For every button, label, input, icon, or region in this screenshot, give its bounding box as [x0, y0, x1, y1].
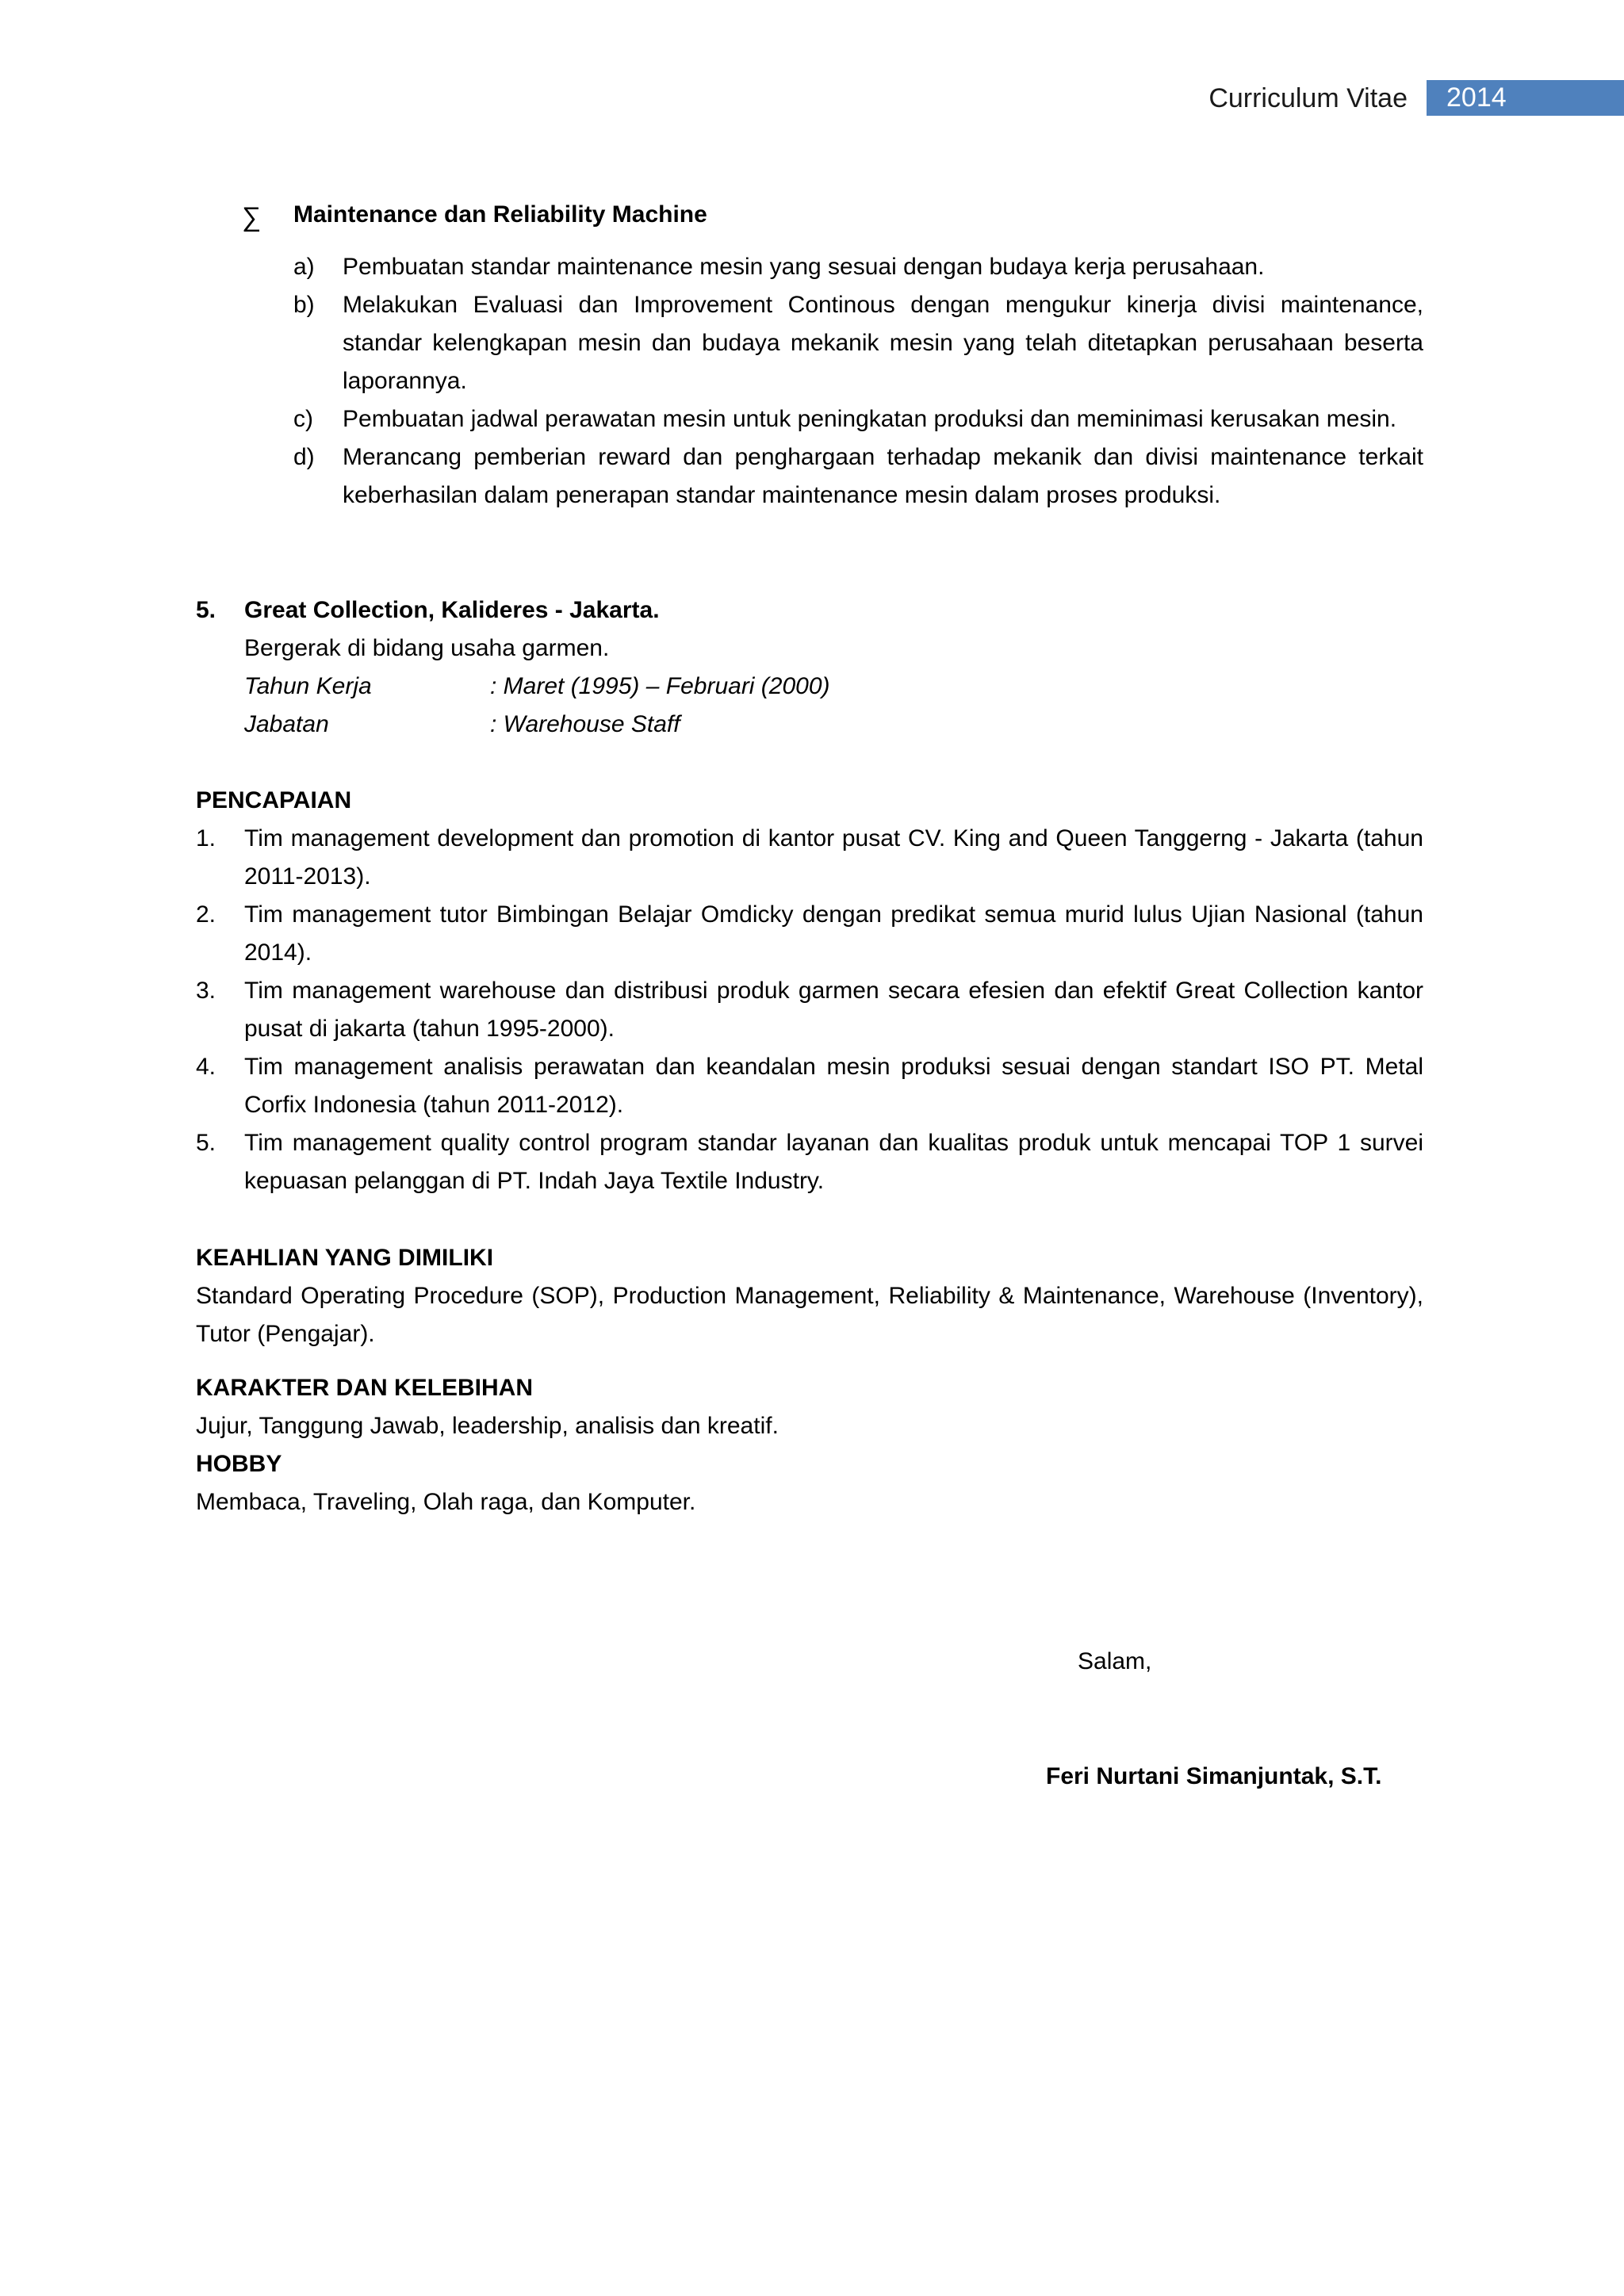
list-marker: d) [293, 444, 315, 470]
list-item-text: Tim management quality control program standar layanan dan kualitas produk untuk mencapai TOP 1 survei kepuasan pelanggan di PT. Indah Jaya Textile Industry. [244, 1130, 1423, 1194]
list-item [196, 1124, 1423, 1200]
list-marker: a) [293, 254, 315, 280]
sum-icon: ∑ [242, 202, 262, 232]
character-text: Jujur, Tanggung Jawab, leadership, analisis dan kreatif. [196, 1413, 779, 1439]
list-marker: 3. [196, 978, 216, 1004]
list-item-text: Pembuatan jadwal perawatan mesin untuk peningkatan produksi dan meminimasi kerusakan mesin. [343, 406, 1397, 432]
list-marker: 2. [196, 901, 216, 928]
list-item-text: Tim management development dan promotion di kantor pusat CV. King and Queen Tanggerng - Jakarta (tahun 2011-2013). [244, 825, 1423, 890]
list-item-text: Melakukan Evaluasi dan Improvement Continous dengan mengukur kinerja divisi maintenance, standar kelengkapan mesin dan budaya mekanik mesin yang telah ditetapkan perusahaan beserta laporannya. [343, 292, 1423, 394]
achievements-section [196, 782, 1423, 1200]
character-section [196, 1369, 1423, 1521]
skills-section [196, 1239, 1423, 1353]
maintenance-heading: Maintenance dan Reliability Machine [293, 201, 707, 228]
job-year-value: : Maret (1995) – Februari (2000) [490, 673, 830, 699]
signer-name: Feri Nurtani Simanjuntak, S.T. [1046, 1763, 1382, 1789]
list-item [196, 972, 1423, 1048]
list-item [196, 1048, 1423, 1124]
character-title: KARAKTER DAN KELEBIHAN [196, 1375, 533, 1401]
job-position-label: Jabatan [244, 711, 329, 737]
list-item [293, 286, 1423, 400]
list-marker: 4. [196, 1054, 216, 1080]
skills-text: Standard Operating Procedure (SOP), Production Management, Reliability & Maintenance, Warehouse (Inventory), Tutor (Pengajar). [196, 1283, 1423, 1347]
list-marker: 1. [196, 825, 216, 851]
closing-greeting: Salam, [1078, 1648, 1152, 1674]
maintenance-list [293, 248, 1423, 515]
list-item [293, 400, 1423, 438]
job-description: Bergerak di bidang usaha garmen. [244, 635, 610, 661]
list-item [196, 820, 1423, 896]
skills-title: KEAHLIAN YANG DIMILIKI [196, 1245, 494, 1271]
job-year-row [244, 668, 1037, 706]
list-item-text: Tim management analisis perawatan dan keandalan mesin produksi sesuai dengan standart ISO PT. Metal Corfix Indonesia (tahun 2011-2012). [244, 1054, 1423, 1118]
job-company: Great Collection, Kalideres - Jakarta. [244, 597, 660, 623]
job-position-row [244, 706, 1037, 744]
job-position-value: : Warehouse Staff [490, 711, 680, 737]
list-item [196, 896, 1423, 972]
list-item [293, 248, 1423, 286]
job-year-label: Tahun Kerja [244, 673, 372, 699]
list-item-text: Pembuatan standar maintenance mesin yang sesuai dengan budaya kerja perusahaan. [343, 254, 1265, 280]
list-marker: 5. [196, 1130, 216, 1156]
list-item-text: Merancang pemberian reward dan penghargaan terhadap mekanik dan divisi maintenance terkait keberhasilan dalam penerapan standar maintenance mesin dalam proses produksi. [343, 444, 1423, 508]
list-item [293, 438, 1423, 515]
achievements-list [196, 820, 1423, 1200]
header-year-badge: 2014 [1427, 80, 1624, 116]
list-marker: c) [293, 406, 313, 432]
job-details [244, 591, 1037, 744]
job-number: 5. [196, 597, 216, 623]
hobby-text: Membaca, Traveling, Olah raga, dan Komputer. [196, 1489, 696, 1515]
hobby-title: HOBBY [196, 1451, 282, 1477]
achievements-title: PENCAPAIAN [196, 787, 352, 813]
list-marker: b) [293, 292, 315, 318]
header-title: Curriculum Vitae [1208, 83, 1408, 113]
list-item-text: Tim management tutor Bimbingan Belajar Omdicky dengan predikat semua murid lulus Ujian Nasional (tahun 2014). [244, 901, 1423, 966]
list-item-text: Tim management warehouse dan distribusi produk garmen secara efesien dan efektif Great Collection kantor pusat di jakarta (tahun 1995-2000). [244, 978, 1423, 1042]
